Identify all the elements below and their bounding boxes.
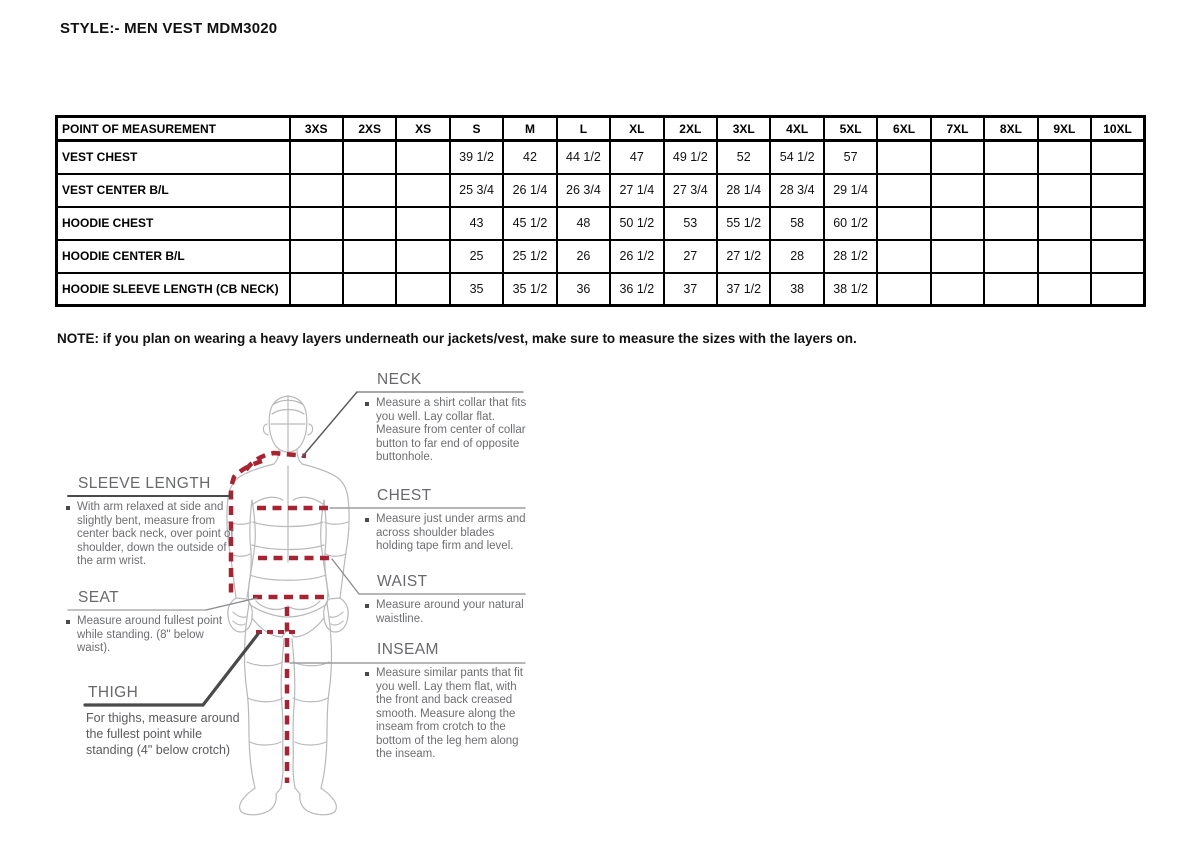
measurement-cell: [877, 174, 930, 207]
neck-description: Measure a shirt collar that fits you well. Lay collar flat. Measure from center of collar button to far end of opposite buttonhole.: [376, 397, 527, 463]
bullet-icon: [365, 604, 369, 608]
measurement-cell: 27 1/4: [610, 174, 663, 207]
bullet-icon: [365, 672, 369, 676]
measurement-cell: [290, 207, 343, 240]
measurement-cell: [290, 174, 343, 207]
chest-label-block: [365, 487, 527, 554]
column-header-size: 2XS: [343, 117, 396, 141]
measurement-cell: 55 1/2: [717, 207, 770, 240]
measurement-cell: [984, 174, 1037, 207]
measurement-cell: [984, 273, 1037, 306]
seat-heading: SEAT: [78, 589, 119, 606]
measurement-cell: 26: [557, 240, 610, 273]
measurement-cell: [290, 240, 343, 273]
waist-label-block: [365, 573, 527, 626]
measurement-cell: [877, 207, 930, 240]
chest-heading: CHEST: [377, 487, 432, 504]
measurement-cell: 47: [610, 141, 663, 174]
table-row: [57, 240, 1145, 273]
measurement-cell: [931, 141, 984, 174]
table-header-row: [57, 117, 1145, 141]
measurement-cell: [984, 141, 1037, 174]
table-row: [57, 141, 1145, 174]
measurement-cell: 58: [770, 207, 823, 240]
measurement-cell: 38 1/2: [824, 273, 877, 306]
measurement-cell: [343, 273, 396, 306]
column-header-size: 7XL: [931, 117, 984, 141]
measurement-cell: 49 1/2: [664, 141, 717, 174]
measurement-cell: [1091, 207, 1144, 240]
measurement-cell: 35: [450, 273, 503, 306]
column-header-point-of-measurement: POINT OF MEASUREMENT: [57, 117, 290, 141]
measurement-cell: 36 1/2: [610, 273, 663, 306]
measurement-cell: [1091, 141, 1144, 174]
measurement-cell: [343, 141, 396, 174]
inseam-heading: INSEAM: [377, 641, 439, 658]
measurement-cell: [396, 240, 449, 273]
measurement-cell: [931, 174, 984, 207]
measurement-cell: [984, 207, 1037, 240]
measurement-cell: [1038, 273, 1091, 306]
column-header-size: XS: [396, 117, 449, 141]
measurement-cell: [343, 174, 396, 207]
sleeve-length-label-block: [66, 475, 238, 569]
neck-heading: NECK: [377, 371, 422, 388]
inseam-description: Measure similar pants that fit you well. Lay them flat, with the front and back creased smooth. Measure along the inseam from crotch to the bottom of the leg hem along the inseam.: [376, 667, 524, 760]
measurement-cell: [396, 174, 449, 207]
measurement-cell: 50 1/2: [610, 207, 663, 240]
measurement-cell: 35 1/2: [503, 273, 556, 306]
column-header-size: 3XS: [290, 117, 343, 141]
inseam-label-block: [365, 641, 530, 762]
measurement-cell: [877, 141, 930, 174]
column-header-size: 2XL: [664, 117, 717, 141]
measurement-cell: 26 1/4: [503, 174, 556, 207]
measurement-cell: [396, 273, 449, 306]
bullet-icon: [66, 620, 70, 624]
measurement-cell: [290, 141, 343, 174]
measurement-cell: 29 1/4: [824, 174, 877, 207]
measurement-cell: 44 1/2: [557, 141, 610, 174]
table-row: [57, 273, 1145, 306]
measurement-cell: 25 3/4: [450, 174, 503, 207]
measurement-cell: [931, 207, 984, 240]
row-label: HOODIE CENTER B/L: [57, 240, 290, 273]
measurement-cell: [1038, 174, 1091, 207]
note-text: NOTE: if you plan on wearing a heavy layers underneath our jackets/vest, make sure to measure the sizes with the layers on.: [57, 331, 857, 346]
sleeve-length-heading: SLEEVE LENGTH: [78, 475, 211, 492]
measurement-cell: 57: [824, 141, 877, 174]
measurement-cell: 54 1/2: [770, 141, 823, 174]
seat-label-block: [66, 589, 226, 656]
waist-description: Measure around your natural waistline.: [376, 599, 524, 625]
column-header-size: S: [450, 117, 503, 141]
column-header-size: 5XL: [824, 117, 877, 141]
measurement-cell: [877, 273, 930, 306]
measurement-cell: 28 1/2: [824, 240, 877, 273]
measurement-cell: 26 1/2: [610, 240, 663, 273]
column-header-size: M: [503, 117, 556, 141]
measurement-cell: 25 1/2: [503, 240, 556, 273]
chest-description: Measure just under arms and across shoulder blades holding tape firm and level.: [376, 513, 526, 552]
row-label: HOODIE SLEEVE LENGTH (CB NECK): [57, 273, 290, 306]
measurement-cell: 27 1/2: [717, 240, 770, 273]
measurement-cell: 27 3/4: [664, 174, 717, 207]
sleeve-length-description: With arm relaxed at side and slightly bent, measure from center back neck, over point of shoulder, down the outside of the arm wrist.: [77, 501, 234, 567]
column-header-size: 8XL: [984, 117, 1037, 141]
table-row: [57, 174, 1145, 207]
column-header-size: XL: [610, 117, 663, 141]
measurement-cell: 48: [557, 207, 610, 240]
measurement-cell: 53: [664, 207, 717, 240]
column-header-size: 3XL: [717, 117, 770, 141]
table-row: [57, 207, 1145, 240]
measurement-cell: 43: [450, 207, 503, 240]
measurement-cell: [396, 207, 449, 240]
column-header-size: L: [557, 117, 610, 141]
measurement-cell: [290, 273, 343, 306]
measurement-cell: 36: [557, 273, 610, 306]
thigh-heading: THIGH: [88, 684, 139, 701]
measurement-cell: [1038, 207, 1091, 240]
measurement-cell: [931, 240, 984, 273]
bullet-icon: [365, 518, 369, 522]
measurement-cell: 28 3/4: [770, 174, 823, 207]
page-title: STYLE:- MEN VEST MDM3020: [60, 20, 278, 37]
measurement-cell: 28: [770, 240, 823, 273]
measurement-cell: [984, 240, 1037, 273]
measurement-cell: [396, 141, 449, 174]
measurement-cell: 45 1/2: [503, 207, 556, 240]
measurement-cell: [1038, 141, 1091, 174]
measurement-cell: [877, 240, 930, 273]
row-label: VEST CENTER B/L: [57, 174, 290, 207]
measurement-cell: 42: [503, 141, 556, 174]
measurement-cell: 27: [664, 240, 717, 273]
measurement-cell: [343, 240, 396, 273]
measurement-cell: [1091, 240, 1144, 273]
column-header-size: 4XL: [770, 117, 823, 141]
bullet-icon: [66, 506, 70, 510]
row-label: HOODIE CHEST: [57, 207, 290, 240]
measurement-cell: 26 3/4: [557, 174, 610, 207]
measurement-cell: 25: [450, 240, 503, 273]
thigh-label-block: [86, 684, 246, 758]
waist-heading: WAIST: [377, 573, 428, 590]
measurement-cell: 52: [717, 141, 770, 174]
neck-label-block: [365, 371, 527, 465]
row-label: VEST CHEST: [57, 141, 290, 174]
measurement-cell: [931, 273, 984, 306]
measurement-cell: 39 1/2: [450, 141, 503, 174]
seat-description: Measure around fullest point while standing. (8" below waist).: [77, 615, 223, 654]
measurement-cell: 38: [770, 273, 823, 306]
measurement-cell: [1091, 273, 1144, 306]
column-header-size: 6XL: [877, 117, 930, 141]
measurement-cell: [1038, 240, 1091, 273]
measurement-cell: 37 1/2: [717, 273, 770, 306]
measurement-cell: [343, 207, 396, 240]
size-table: [55, 115, 1146, 307]
thigh-description: For thighs, measure around the fullest point while standing (4" below crotch): [86, 711, 240, 757]
column-header-size: 10XL: [1091, 117, 1144, 141]
bullet-icon: [365, 402, 369, 406]
measurement-cell: 37: [664, 273, 717, 306]
measurement-cell: [1091, 174, 1144, 207]
column-header-size: 9XL: [1038, 117, 1091, 141]
measurement-cell: 28 1/4: [717, 174, 770, 207]
measurement-cell: 60 1/2: [824, 207, 877, 240]
